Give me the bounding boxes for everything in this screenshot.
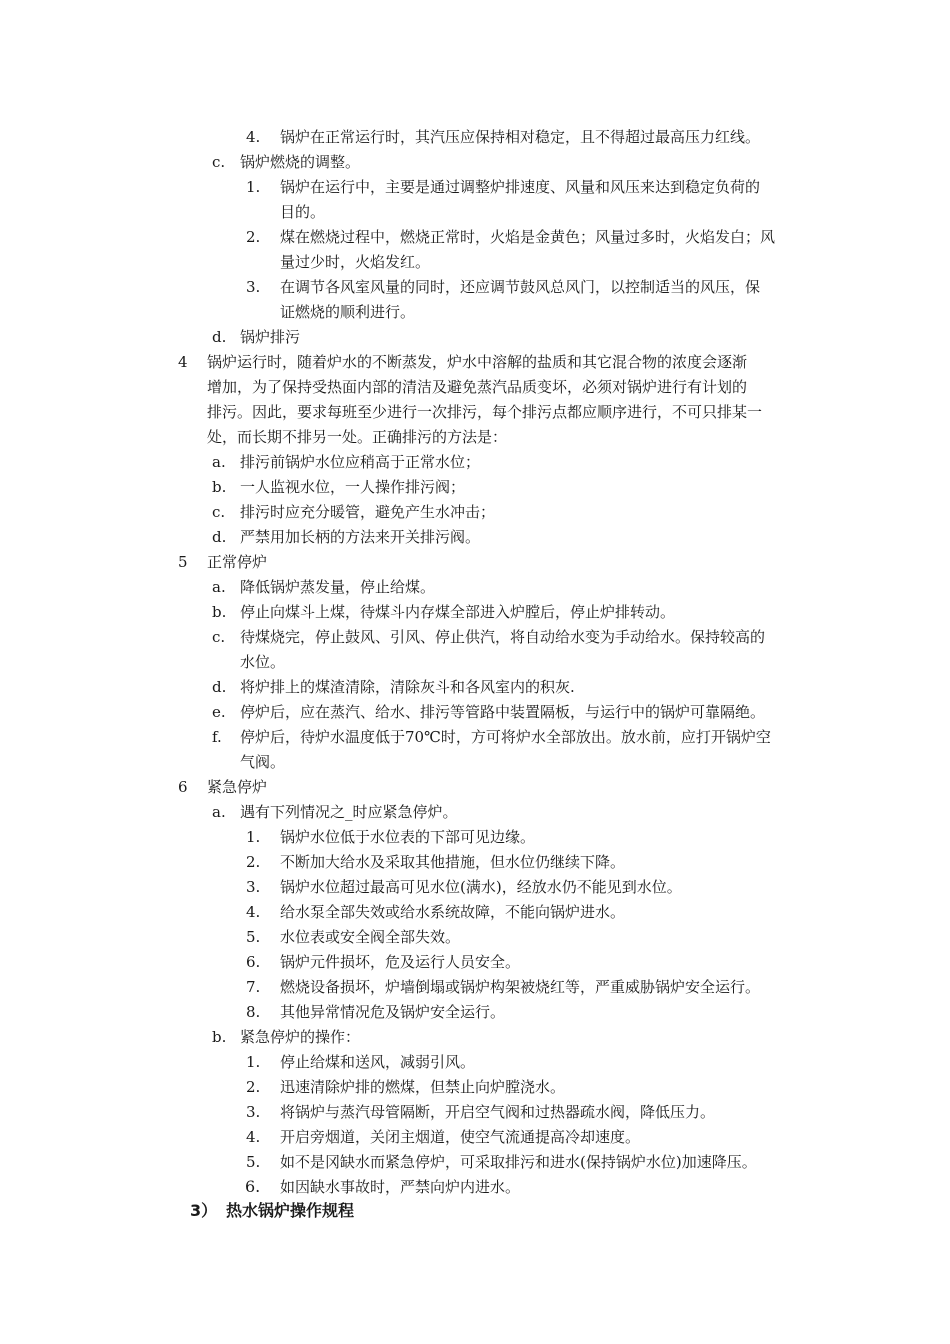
list-item-text: 锅炉在运行中，主要是通过调整炉排速度、风量和风压来达到稳定负荷的	[280, 178, 761, 196]
list-item-text: 量过少时，火焰发红。	[280, 253, 431, 271]
list-marker: a.	[212, 453, 226, 471]
list-marker: 2.	[246, 228, 261, 246]
list-marker: e.	[212, 703, 226, 721]
list-marker: b.	[212, 1028, 227, 1046]
paragraph-text: 增加，为了保持受热面内部的清洁及避免蒸汽品质变坏，必须对锅炉进行有计划的	[207, 378, 748, 396]
list-item-text: 停炉后，应在蒸汽、给水、排污等管路中装置隔板，与运行中的锅炉可靠隔绝。	[240, 703, 766, 721]
list-item-text: 锅炉水位超过最高可见水位(满水)，经放水仍不能见到水位。	[280, 878, 682, 896]
list-marker: 4.	[246, 1128, 261, 1146]
list-item-text: 在调节各风室风量的同时，还应调节鼓风总风门，以控制适当的风压，保	[280, 278, 761, 296]
list-item-text: 如因缺水事故时，严禁向炉内进水。	[280, 1178, 521, 1196]
list-item-text: 燃烧设备损坏，炉墙倒塌或锅炉构架被烧红等，严重威胁锅炉安全运行。	[280, 978, 761, 996]
list-marker: 1.	[246, 828, 261, 846]
list-item-text: 降低锅炉蒸发量，停止给煤。	[240, 578, 436, 596]
list-item-text: 停止给煤和送风，减弱引风。	[280, 1053, 476, 1071]
paragraph-text: 锅炉运行时，随着炉水的不断蒸发，炉水中溶解的盐质和其它混合物的浓度会逐渐	[207, 353, 748, 371]
list-item-text: 停止向煤斗上煤，待煤斗内存煤全部进入炉膛后，停止炉排转动。	[240, 603, 676, 621]
list-marker: d.	[212, 678, 227, 696]
list-marker: d.	[212, 328, 227, 346]
list-marker: 2.	[246, 853, 261, 871]
section-title: 紧急停炉	[207, 778, 268, 796]
list-item-text: 锅炉在正常运行时，其汽压应保持相对稳定，且不得超过最高压力红线。	[280, 128, 761, 146]
list-item-text: 严禁用加长柄的方法来开关排污阀。	[240, 528, 481, 546]
list-item-text: 锅炉水位低于水位表的下部可见边缘。	[280, 828, 536, 846]
list-item-text: 不断加大给水及采取其他措施，但水位仍继续下降。	[280, 853, 626, 871]
list-item-text: 遇有下列情况之_时应紧急停炉。	[240, 803, 458, 821]
section-title: 正常停炉	[207, 553, 268, 571]
list-item-text: 将炉排上的煤渣清除，清除灰斗和各风室内的积灰.	[240, 678, 575, 696]
list-marker: 2.	[246, 1078, 261, 1096]
list-marker: 3.	[246, 278, 261, 296]
list-marker: 1.	[246, 178, 261, 196]
list-item-text: 锅炉排污	[240, 328, 301, 346]
list-marker: c.	[212, 628, 226, 646]
list-marker: 6.	[246, 953, 261, 971]
list-item-text: 待煤烧完，停止鼓风、引风、停止供汽，将自动给水变为手动给水。保持较高的	[240, 628, 766, 646]
list-item-text: 开启旁烟道，关闭主烟道，使空气流通提高冷却速度。	[280, 1128, 641, 1146]
section-heading: 热水锅炉操作规程	[226, 1201, 355, 1220]
list-marker: 5.	[246, 1153, 261, 1171]
list-item-text: 停炉后，待炉水温度低于70℃时，方可将炉水全部放出。放水前，应打开锅炉空	[240, 728, 771, 746]
list-marker: 4.	[246, 128, 261, 146]
list-marker: b.	[212, 478, 227, 496]
list-item-text: 给水泵全部失效或给水系统故障，不能向锅炉进水。	[280, 903, 626, 921]
list-marker: a.	[212, 803, 226, 821]
list-item-text: 目的。	[280, 203, 326, 221]
list-item-text: 如不是冈缺水而紧急停炉，可采取排污和进水(保持锅炉水位)加速降压。	[280, 1153, 757, 1171]
list-marker: 8.	[246, 1003, 261, 1021]
list-marker: a.	[212, 578, 226, 596]
section-number: 4	[178, 353, 188, 371]
list-marker: f.	[212, 728, 222, 746]
list-item-text: 锅炉元件损坏，危及运行人员安全。	[280, 953, 521, 971]
list-item-text: 锅炉燃烧的调整。	[240, 153, 361, 171]
list-marker: 5.	[246, 928, 261, 946]
list-marker: b.	[212, 603, 227, 621]
list-item-text: 水位。	[240, 653, 286, 671]
list-marker: 3.	[246, 878, 261, 896]
list-marker: 1.	[246, 1053, 261, 1071]
list-marker: 4.	[246, 903, 261, 921]
list-item-text: 其他异常情况危及锅炉安全运行。	[280, 1003, 506, 1021]
list-item-text: 紧急停炉的操作：	[240, 1028, 361, 1046]
list-item-text: 将锅炉与蒸汽母管隔断，开启空气阀和过热器疏水阀，降低压力。	[280, 1103, 716, 1121]
list-marker: 3.	[246, 1103, 261, 1121]
list-item-text: 迅速清除炉排的燃煤，但禁止向炉膛浇水。	[280, 1078, 566, 1096]
paragraph-text: 排污。因此，要求每班至少进行一次排污，每个排污点都应顺序进行，不可只排某一	[207, 403, 763, 421]
list-item-text: 气阀。	[240, 753, 286, 771]
list-item-text: 证燃烧的顺利进行。	[280, 303, 416, 321]
list-item-text: 排污时应充分暖管，避免产生水冲击；	[240, 503, 496, 521]
section-heading-number: 3）	[190, 1201, 218, 1220]
list-marker: 7.	[246, 978, 261, 996]
section-number: 5	[178, 553, 188, 571]
list-item-text: 煤在燃烧过程中，燃烧正常时，火焰是金黄色；风量过多时，火焰发白；风	[280, 228, 776, 246]
section-number: 6	[178, 778, 188, 796]
list-item-text: 一人监视水位，一人操作排污阀；	[240, 478, 466, 496]
list-marker: 6.	[245, 1177, 261, 1196]
list-marker: d.	[212, 528, 227, 546]
list-item-text: 排污前锅炉水位应稍高于正常水位；	[240, 453, 481, 471]
list-item-text: 水位表或安全阀全部失效。	[280, 928, 461, 946]
paragraph-text: 处，而长期不排另一处。正确排污的方法是：	[207, 428, 508, 446]
list-marker: c.	[212, 153, 226, 171]
list-marker: c.	[212, 503, 226, 521]
